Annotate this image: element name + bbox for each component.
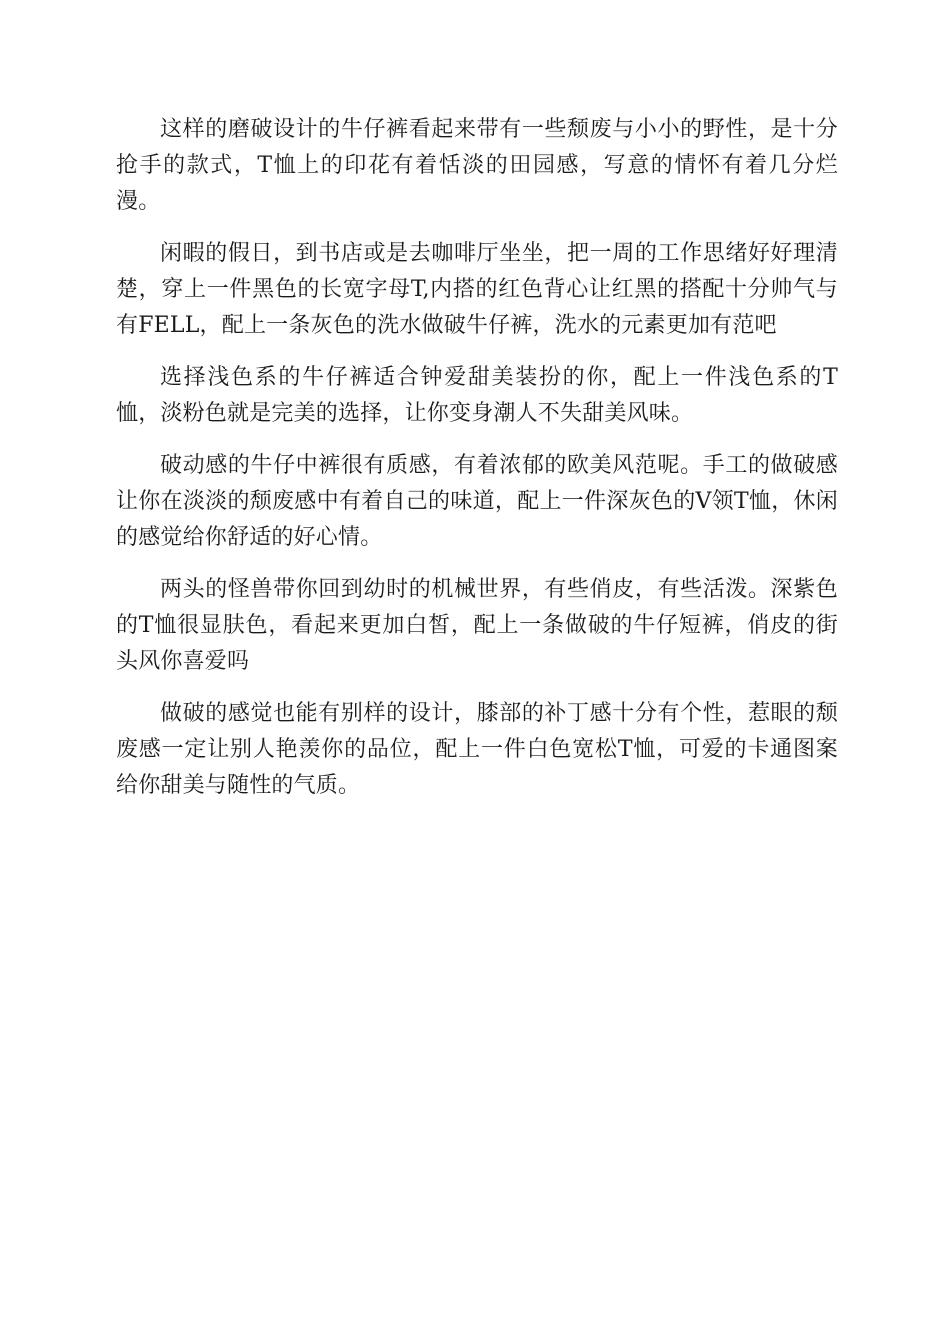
document-body [116,112,838,820]
paragraph-3: 选择浅色系的牛仔裤适合钟爱甜美装扮的你，配上一件浅色系的T恤，淡粉色就是完美的选择，让你变身潮人不失甜美风味。 [116,365,838,426]
paragraph-1: 这样的磨破设计的牛仔裤看起来带有一些颓废与小小的野性，是十分抢手的款式，T恤上的印花有着恬淡的田园感，写意的情怀有着几分烂漫。 [116,117,838,214]
paragraph-5: 两头的怪兽带你回到幼时的机械世界，有些俏皮，有些活泼。深紫色的T恤很显肤色，看起来更加白皙，配上一条做破的牛仔短裤，俏皮的街头风你喜爱吗 [116,577,838,674]
paragraph-2: 闲暇的假日，到书店或是去咖啡厅坐坐，把一周的工作思绪好好理清楚，穿上一件黑色的长宽字母T,内搭的红色背心让红黑的搭配十分帅气与有FELL，配上一条灰色的洗水做破牛仔裤，洗水的元素更加有范吧 [116,241,838,338]
paragraph-6: 做破的感觉也能有别样的设计，膝部的补丁感十分有个性，惹眼的颓废感一定让别人艳羡你的品位，配上一件白色宽松T恤，可爱的卡通图案给你甜美与随性的气质。 [116,701,838,798]
paragraph-4: 破动感的牛仔中裤很有质感，有着浓郁的欧美风范呢。手工的做破感让你在淡淡的颓废感中有着自己的味道，配上一件深灰色的V领T恤，休闲的感觉给你舒适的好心情。 [116,453,838,550]
